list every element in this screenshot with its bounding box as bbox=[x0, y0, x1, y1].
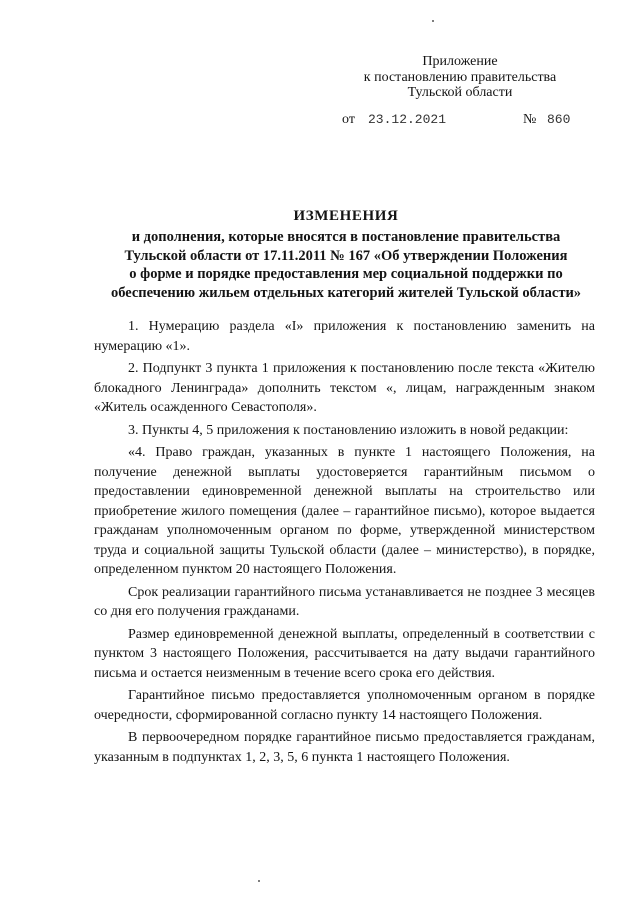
document-date: 23.12.2021 bbox=[368, 112, 447, 127]
paragraph: Гарантийное письмо предоставляется уполномоченным органом в порядке очередности, сформированной согласно пункту 14 настоящего Положения. bbox=[94, 688, 595, 723]
paragraph: «4. Право граждан, указанных в пункте 1 настоящего Положения, на получение денежной выплаты удостоверяется гарантийным письмом о предоставлении единовременной денежной выплаты на строительство или приобретение жилого помещения (далее – гарантийное письмо), которое выдается гражданам уполномоченным органом по форме, утвержденной министерством труда и социальной защиты Тульской области (далее – министерство), в порядке, определенном пунктом 20 настоящего Положения. bbox=[94, 445, 595, 577]
document-subtitle bbox=[86, 228, 606, 302]
paragraph: 2. Подпункт 3 пункта 1 приложения к постановлению после текста «Жителю блокадного Ленинграда» дополнить текстом «, лицам, награжденным знаком «Житель осажденного Севастополя». bbox=[94, 361, 595, 415]
date-prefix: от bbox=[342, 112, 355, 127]
appendix-line: к постановлению правительства bbox=[363, 69, 557, 85]
scan-speck bbox=[432, 20, 434, 22]
paragraph: В первоочередном порядке гарантийное письмо предоставляется гражданам, указанным в подпунктах 1, 2, 3, 5, 6 пункта 1 настоящего Положения. bbox=[94, 730, 595, 765]
document-number: 860 bbox=[547, 112, 571, 127]
number-sign: № bbox=[523, 112, 537, 127]
paragraph: 1. Нумерацию раздела «I» приложения к постановлению заменить на нумерацию «1». bbox=[94, 319, 595, 354]
document-body bbox=[94, 317, 595, 767]
subtitle-line: обеспечению жильем отдельных категорий жителей Тульской области» bbox=[110, 284, 582, 301]
subtitle-line: о форме и порядке предоставления мер социальной поддержки по bbox=[129, 266, 563, 283]
scan-speck bbox=[258, 880, 260, 882]
appendix-line: Приложение bbox=[422, 54, 498, 69]
paragraph: Срок реализации гарантийного письма устанавливается не позднее 3 месяцев со дня его получения гражданами. bbox=[94, 584, 595, 619]
document-title: ИЗМЕНЕНИЯ bbox=[293, 208, 399, 224]
appendix-block bbox=[330, 54, 590, 101]
subtitle-line: Тульской области от 17.11.2011 № 167 «Об утверждении Положения bbox=[124, 247, 568, 264]
subtitle-line: и дополнения, которые вносятся в постановление правительства bbox=[131, 229, 561, 245]
paragraph: Размер единовременной денежной выплаты, определенный в соответствии с пунктом 3 настоящего Положения, рассчитывается на дату выдачи гарантийного письма и остается неизменным в течение всего срока его действия. bbox=[94, 626, 595, 681]
paragraph: 3. Пункты 4, 5 приложения к постановлению изложить в новой редакции: bbox=[128, 422, 569, 438]
appendix-line: Тульской области bbox=[407, 85, 513, 100]
